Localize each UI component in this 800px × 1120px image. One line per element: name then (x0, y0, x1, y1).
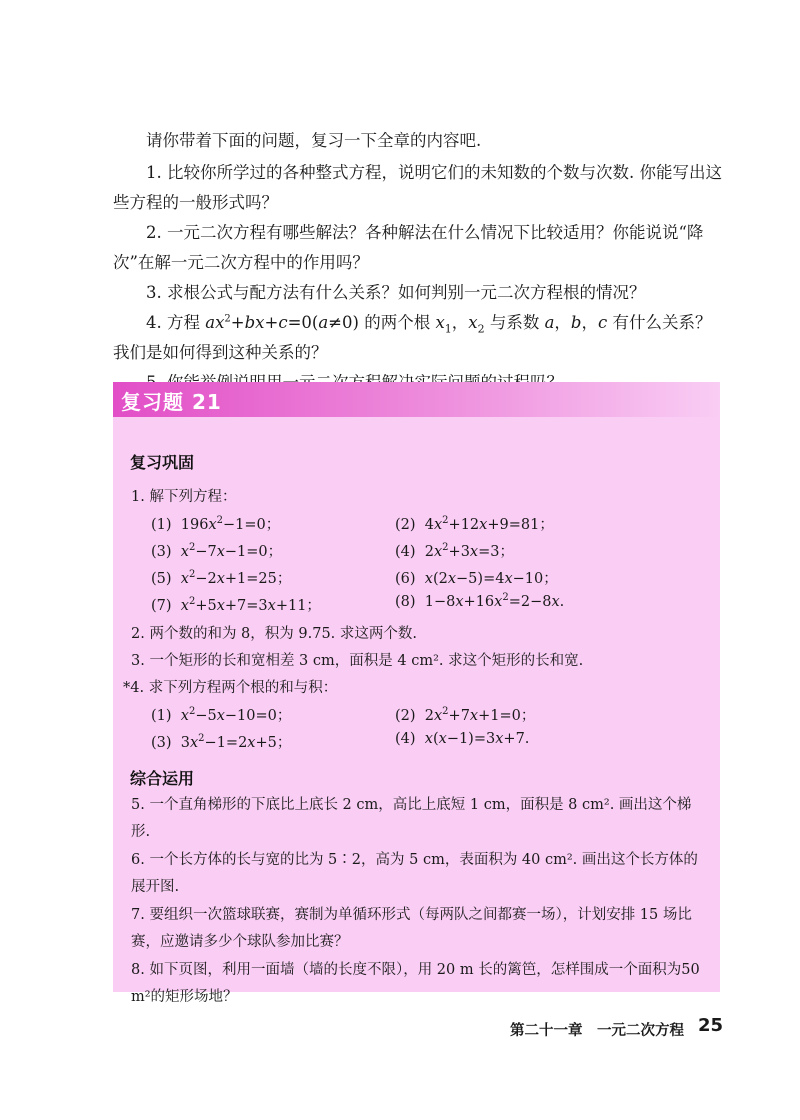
equation-1-3: (3) $x^2-7x-1=0$； (151, 542, 283, 560)
equation-1-1: (1) $196x^2-1=0$； (151, 515, 281, 533)
review-header (113, 382, 720, 417)
review-title: 复习题 21 (121, 390, 222, 414)
equation-1-5: (5) $x^2-2x+1=25$； (151, 569, 292, 587)
problem-3: 3. 一个矩形的长和宽相差 3 cm，面积是 4 cm². 求这个矩形的长和宽. (131, 653, 584, 669)
equation-1-2: (2) $4x^2+12x+9=81$； (395, 515, 554, 533)
problem-4-title: *4. 求下列方程两个根的和与积： (123, 680, 338, 696)
problem-8: 8. 如下页图，利用一面墙（墙的长度不限），用 20 m 长的篱笆，怎样围成一个面积为50 m²的矩形场地？ (131, 962, 700, 1005)
page-number: 25 (698, 1015, 724, 1036)
problem-2: 2. 两个数的和为 8，积为 9.75. 求这两个数. (131, 626, 417, 642)
equation-4-3: (3) $3x^2-1=2x+5$； (151, 733, 292, 751)
equation-4-1: (1) $x^2-5x-10=0$； (151, 706, 292, 724)
equation-1-4: (4) $2x^2+3x=3$； (395, 542, 514, 560)
chapter-footer: 第二十一章 一元二次方程 (510, 1023, 684, 1039)
intro-lead: 请你带着下面的问题，复习一下全章的内容吧. (146, 131, 482, 150)
question-4: 4. 方程 $ax^2+bx+c=0(a\ne 0)$ 的两个根 $x_1$，$x_2$ 与系数 a，b，c 有什么关系？我们是如何得到这种关系的？ (113, 313, 712, 362)
question-1: 1. 比较你所学过的各种整式方程，说明它们的未知数的个数与次数. 你能写出这些方程的一般形式吗？ (113, 163, 722, 212)
equation-1-7: (7) $x^2+5x+7=3x+11$； (151, 596, 321, 614)
review-exercises-box (113, 382, 720, 1005)
question-2: 2. 一元二次方程有哪些解法？各种解法在什么情况下比较适用？你能说说“降次”在解一元二次方程中的作用吗？ (113, 223, 704, 272)
problem-6: 6. 一个长方体的长与宽的比为 5∶2，高为 5 cm，表面积为 40 cm². 画出这个长方体的展开图. (131, 852, 698, 895)
equation-4-4: (4) x(x−1)=3x+7. (395, 731, 530, 747)
section-review-consolidate: 复习巩固 (130, 453, 195, 472)
problem-7: 7. 要组织一次篮球联赛，赛制为单循环形式（每两队之间都赛一场），计划安排 15 场比赛，应邀请多少个球队参加比赛？ (131, 907, 692, 950)
problem-5: 5. 一个直角梯形的下底比上底长 2 cm，高比上底短 1 cm，面积是 8 cm². 画出这个梯形. (131, 797, 692, 840)
equation-1-6: (6) x(2x−5)=4x−10； (395, 571, 558, 587)
problem-1-title: 1. 解下列方程： (131, 489, 237, 505)
chapter-review-questions (113, 126, 723, 398)
equation-1-8: (8) $1-8x+16x^2=2-8x$. (395, 592, 565, 610)
section-comprehensive-use: 综合运用 (130, 769, 195, 788)
question-3: 3. 求根公式与配方法有什么关系？如何判别一元二次方程根的情况？ (146, 283, 646, 302)
equation-4-2: (2) $2x^2+7x+1=0$； (395, 706, 536, 724)
